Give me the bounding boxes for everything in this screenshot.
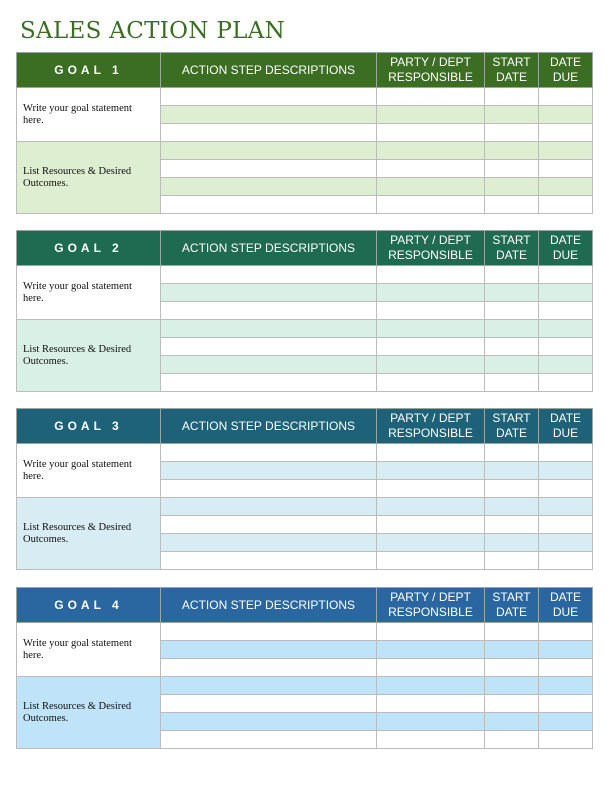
party-responsible-cell[interactable]	[377, 356, 485, 374]
action-step-cell[interactable]	[161, 374, 377, 392]
date-due-cell[interactable]	[539, 480, 593, 498]
goal-statement-cell[interactable]	[17, 88, 161, 142]
header-date-due	[539, 231, 593, 266]
action-step-cell[interactable]	[161, 266, 377, 284]
action-step-cell[interactable]	[161, 124, 377, 142]
header-start-date	[485, 231, 539, 266]
header-start-date-text: DATE	[495, 248, 528, 262]
start-date-cell[interactable]	[485, 713, 539, 731]
action-step-cell[interactable]	[161, 552, 377, 570]
date-due-cell[interactable]	[539, 142, 593, 160]
start-date-cell[interactable]	[485, 178, 539, 196]
date-due-cell[interactable]	[539, 196, 593, 214]
action-step-cell[interactable]	[161, 142, 377, 160]
date-due-cell[interactable]	[539, 178, 593, 196]
action-step-cell[interactable]	[161, 713, 377, 731]
date-due-cell[interactable]	[539, 338, 593, 356]
party-responsible-cell[interactable]	[377, 677, 485, 695]
header-start-date-text: START	[492, 411, 531, 425]
header-start-date-text: DATE	[495, 426, 528, 440]
header-party-responsible	[377, 588, 485, 623]
action-step-cell[interactable]	[161, 623, 377, 641]
party-responsible-cell[interactable]	[377, 498, 485, 516]
header-party-responsible-text: PARTY / DEPT	[390, 233, 471, 247]
goal-header-row	[17, 53, 593, 88]
resources-outcomes-cell[interactable]	[17, 320, 161, 392]
start-date-cell[interactable]	[485, 480, 539, 498]
page-title: SALES ACTION PLAN	[20, 18, 286, 44]
action-step-cell[interactable]	[161, 196, 377, 214]
resources-text: List Resources & Desired Outcomes.	[23, 521, 132, 545]
action-step-cell[interactable]	[161, 178, 377, 196]
party-responsible-cell[interactable]	[377, 516, 485, 534]
table-row	[17, 266, 593, 284]
start-date-cell[interactable]	[485, 731, 539, 749]
date-due-cell[interactable]	[539, 284, 593, 302]
header-date-due-text: DUE	[552, 248, 579, 262]
party-responsible-cell[interactable]	[377, 374, 485, 392]
party-responsible-cell[interactable]	[377, 88, 485, 106]
party-responsible-cell[interactable]	[377, 196, 485, 214]
header-action-steps-text: ACTION STEP DESCRIPTIONS	[181, 62, 356, 77]
goal-table	[16, 408, 593, 570]
start-date-cell[interactable]	[485, 462, 539, 480]
date-due-cell[interactable]	[539, 106, 593, 124]
action-step-cell[interactable]	[161, 160, 377, 178]
header-start-date-text: START	[492, 590, 531, 604]
party-responsible-cell[interactable]	[377, 178, 485, 196]
action-step-cell[interactable]	[161, 88, 377, 106]
header-party-responsible	[377, 53, 485, 88]
party-responsible-cell[interactable]	[377, 713, 485, 731]
header-party-responsible-text: PARTY / DEPT	[390, 55, 471, 69]
party-responsible-cell[interactable]	[377, 284, 485, 302]
start-date-cell[interactable]	[485, 142, 539, 160]
goal-header-row	[17, 588, 593, 623]
start-date-cell[interactable]	[485, 659, 539, 677]
start-date-cell[interactable]	[485, 284, 539, 302]
header-party-responsible-text: PARTY / DEPT	[390, 590, 471, 604]
party-responsible-cell[interactable]	[377, 444, 485, 462]
action-step-cell[interactable]	[161, 284, 377, 302]
date-due-cell[interactable]	[539, 462, 593, 480]
resources-outcomes-cell[interactable]	[17, 142, 161, 214]
action-step-cell[interactable]	[161, 338, 377, 356]
table-row	[17, 142, 593, 160]
table-row	[17, 88, 593, 106]
header-party-responsible	[377, 231, 485, 266]
header-party-responsible-text: RESPONSIBLE	[388, 426, 473, 440]
start-date-cell[interactable]	[485, 677, 539, 695]
table-row	[17, 320, 593, 338]
date-due-cell[interactable]	[539, 677, 593, 695]
header-action-steps	[161, 231, 377, 266]
header-party-responsible	[377, 409, 485, 444]
header-date-due-text: DATE	[549, 233, 582, 247]
start-date-cell[interactable]	[485, 695, 539, 713]
goal-section-3	[16, 408, 592, 570]
table-row	[17, 444, 593, 462]
goal-statement-text: Write your goal statement here.	[23, 637, 132, 661]
party-responsible-cell[interactable]	[377, 462, 485, 480]
date-due-cell[interactable]	[539, 356, 593, 374]
action-step-cell[interactable]	[161, 677, 377, 695]
goal-header-row	[17, 231, 593, 266]
goal-statement-text: Write your goal statement here.	[23, 102, 132, 126]
start-date-cell[interactable]	[485, 444, 539, 462]
goal-table	[16, 230, 593, 392]
header-action-steps-text: ACTION STEP DESCRIPTIONS	[181, 240, 356, 255]
action-step-cell[interactable]	[161, 444, 377, 462]
header-action-steps-text: ACTION STEP DESCRIPTIONS	[181, 418, 356, 433]
action-step-cell[interactable]	[161, 480, 377, 498]
goal-section-2	[16, 230, 592, 392]
party-responsible-cell[interactable]	[377, 266, 485, 284]
table-row	[17, 623, 593, 641]
goal-header-row	[17, 409, 593, 444]
header-start-date-text: START	[492, 55, 531, 69]
header-party-responsible-text: RESPONSIBLE	[388, 70, 473, 84]
goal-label	[17, 231, 161, 266]
goal-label-text: GOAL 1	[54, 62, 123, 77]
header-start-date-text: DATE	[495, 605, 528, 619]
start-date-cell[interactable]	[485, 338, 539, 356]
start-date-cell[interactable]	[485, 641, 539, 659]
date-due-cell[interactable]	[539, 266, 593, 284]
start-date-cell[interactable]	[485, 320, 539, 338]
goal-section-1	[16, 52, 592, 214]
start-date-cell[interactable]	[485, 552, 539, 570]
header-date-due	[539, 588, 593, 623]
action-step-cell[interactable]	[161, 516, 377, 534]
start-date-cell[interactable]	[485, 516, 539, 534]
header-date-due-text: DATE	[549, 411, 582, 425]
start-date-cell[interactable]	[485, 266, 539, 284]
goal-table	[16, 587, 593, 749]
party-responsible-cell[interactable]	[377, 320, 485, 338]
goal-label	[17, 409, 161, 444]
action-step-cell[interactable]	[161, 462, 377, 480]
action-step-cell[interactable]	[161, 498, 377, 516]
goal-label-text: GOAL 4	[54, 597, 123, 612]
date-due-cell[interactable]	[539, 516, 593, 534]
header-date-due-text: DUE	[552, 426, 579, 440]
date-due-cell[interactable]	[539, 88, 593, 106]
start-date-cell[interactable]	[485, 196, 539, 214]
date-due-cell[interactable]	[539, 320, 593, 338]
start-date-cell[interactable]	[485, 374, 539, 392]
goal-statement-cell[interactable]	[17, 623, 161, 677]
party-responsible-cell[interactable]	[377, 623, 485, 641]
resources-text: List Resources & Desired Outcomes.	[23, 165, 132, 189]
goal-table	[16, 52, 593, 214]
action-step-cell[interactable]	[161, 731, 377, 749]
header-party-responsible-text: PARTY / DEPT	[390, 411, 471, 425]
date-due-cell[interactable]	[539, 498, 593, 516]
resources-outcomes-cell[interactable]	[17, 677, 161, 749]
header-date-due	[539, 53, 593, 88]
goal-statement-text: Write your goal statement here.	[23, 458, 132, 482]
header-action-steps	[161, 588, 377, 623]
start-date-cell[interactable]	[485, 160, 539, 178]
resources-text: List Resources & Desired Outcomes.	[23, 343, 132, 367]
start-date-cell[interactable]	[485, 88, 539, 106]
header-date-due-text: DATE	[549, 55, 582, 69]
start-date-cell[interactable]	[485, 124, 539, 142]
action-step-cell[interactable]	[161, 695, 377, 713]
header-start-date	[485, 409, 539, 444]
start-date-cell[interactable]	[485, 106, 539, 124]
party-responsible-cell[interactable]	[377, 552, 485, 570]
action-step-cell[interactable]	[161, 302, 377, 320]
start-date-cell[interactable]	[485, 534, 539, 552]
date-due-cell[interactable]	[539, 641, 593, 659]
goal-statement-cell[interactable]	[17, 266, 161, 320]
resources-text: List Resources & Desired Outcomes.	[23, 700, 132, 724]
header-start-date	[485, 53, 539, 88]
goal-label	[17, 53, 161, 88]
party-responsible-cell[interactable]	[377, 641, 485, 659]
date-due-cell[interactable]	[539, 713, 593, 731]
goal-statement-cell[interactable]	[17, 444, 161, 498]
date-due-cell[interactable]	[539, 623, 593, 641]
date-due-cell[interactable]	[539, 124, 593, 142]
header-date-due-text: DATE	[549, 590, 582, 604]
date-due-cell[interactable]	[539, 374, 593, 392]
action-step-cell[interactable]	[161, 659, 377, 677]
party-responsible-cell[interactable]	[377, 302, 485, 320]
header-action-steps-text: ACTION STEP DESCRIPTIONS	[181, 597, 356, 612]
table-row	[17, 498, 593, 516]
date-due-cell[interactable]	[539, 659, 593, 677]
header-action-steps	[161, 53, 377, 88]
goal-label-text: GOAL 2	[54, 240, 123, 255]
header-action-steps	[161, 409, 377, 444]
action-step-cell[interactable]	[161, 641, 377, 659]
date-due-cell[interactable]	[539, 534, 593, 552]
date-due-cell[interactable]	[539, 160, 593, 178]
date-due-cell[interactable]	[539, 302, 593, 320]
party-responsible-cell[interactable]	[377, 480, 485, 498]
start-date-cell[interactable]	[485, 623, 539, 641]
header-start-date	[485, 588, 539, 623]
start-date-cell[interactable]	[485, 498, 539, 516]
header-party-responsible-text: RESPONSIBLE	[388, 605, 473, 619]
action-step-cell[interactable]	[161, 320, 377, 338]
party-responsible-cell[interactable]	[377, 338, 485, 356]
goal-label-text: GOAL 3	[54, 418, 123, 433]
header-start-date-text: START	[492, 233, 531, 247]
start-date-cell[interactable]	[485, 302, 539, 320]
action-step-cell[interactable]	[161, 356, 377, 374]
goal-statement-text: Write your goal statement here.	[23, 280, 132, 304]
party-responsible-cell[interactable]	[377, 124, 485, 142]
date-due-cell[interactable]	[539, 731, 593, 749]
date-due-cell[interactable]	[539, 444, 593, 462]
header-start-date-text: DATE	[495, 70, 528, 84]
action-step-cell[interactable]	[161, 534, 377, 552]
header-date-due-text: DUE	[552, 70, 579, 84]
header-date-due	[539, 409, 593, 444]
party-responsible-cell[interactable]	[377, 160, 485, 178]
party-responsible-cell[interactable]	[377, 695, 485, 713]
header-party-responsible-text: RESPONSIBLE	[388, 248, 473, 262]
header-date-due-text: DUE	[552, 605, 579, 619]
date-due-cell[interactable]	[539, 695, 593, 713]
party-responsible-cell[interactable]	[377, 106, 485, 124]
goal-label	[17, 588, 161, 623]
date-due-cell[interactable]	[539, 552, 593, 570]
party-responsible-cell[interactable]	[377, 731, 485, 749]
party-responsible-cell[interactable]	[377, 142, 485, 160]
party-responsible-cell[interactable]	[377, 534, 485, 552]
party-responsible-cell[interactable]	[377, 659, 485, 677]
start-date-cell[interactable]	[485, 356, 539, 374]
action-step-cell[interactable]	[161, 106, 377, 124]
resources-outcomes-cell[interactable]	[17, 498, 161, 570]
goal-section-4	[16, 587, 592, 749]
table-row	[17, 677, 593, 695]
